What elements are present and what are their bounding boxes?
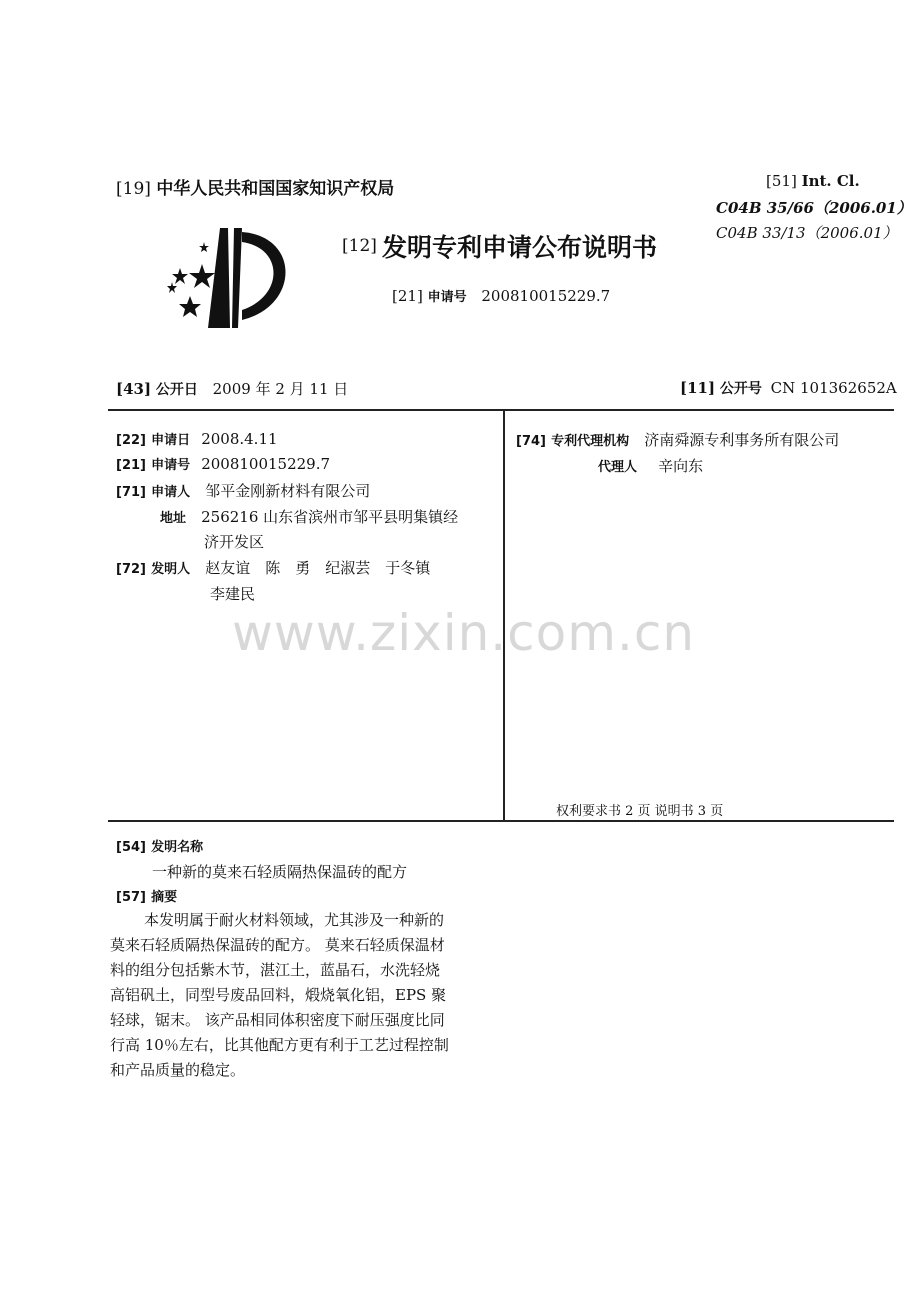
title-label: 发明名称 bbox=[151, 840, 204, 855]
code-43: [43] bbox=[116, 380, 152, 398]
agency: 济南舜源专利事务所有限公司 bbox=[644, 431, 840, 449]
pub-date-label: 公开日 bbox=[155, 382, 198, 398]
code-71: [71] bbox=[116, 485, 146, 500]
inventors-line-1: 赵友谊 陈 勇 纪淑芸 于冬镇 bbox=[205, 559, 431, 577]
code-74: [74] bbox=[516, 434, 546, 449]
address-label: 地址 bbox=[160, 511, 187, 526]
page-count: 权利要求书 2 页 说明书 3 页 bbox=[556, 804, 724, 819]
filing-date-label: 申请日 bbox=[151, 433, 191, 448]
abstract-heading bbox=[116, 886, 177, 905]
code-19: [19] bbox=[116, 179, 151, 199]
code-21-header: [21] bbox=[392, 287, 423, 305]
address-line-1: 256216 山东省滨州市邹平县明集镇经 bbox=[201, 508, 459, 526]
agency-row bbox=[516, 429, 839, 450]
app-no-label: 申请号 bbox=[151, 458, 191, 473]
address-line-2: 济开发区 bbox=[204, 533, 265, 551]
code-11: [11] bbox=[680, 379, 716, 397]
intcl-heading bbox=[766, 172, 860, 190]
intcl-label: Int. Cl. bbox=[801, 172, 860, 190]
office-name: 中华人民共和国国家知识产权局 bbox=[156, 179, 395, 199]
agent-label: 代理人 bbox=[598, 460, 638, 475]
app-no: 200810015229.7 bbox=[201, 455, 331, 473]
office-line bbox=[116, 174, 394, 199]
cnipa-emblem-icon bbox=[160, 224, 300, 334]
applicant-label: 申请人 bbox=[151, 485, 191, 500]
agency-label: 专利代理机构 bbox=[551, 434, 630, 449]
header-app-no-label: 申请号 bbox=[427, 290, 467, 305]
ipc-secondary: C04B 33/13（2006.01） bbox=[716, 224, 898, 242]
inventors-line-2: 李建民 bbox=[210, 585, 256, 603]
abstract-line: 本发明属于耐火材料领域，尤其涉及一种新的 bbox=[144, 911, 445, 929]
code-21: [21] bbox=[116, 458, 146, 473]
abstract-line: 和产品质量的稳定。 bbox=[110, 1061, 246, 1079]
code-57: [57] bbox=[116, 890, 146, 905]
doc-type-line bbox=[342, 228, 657, 264]
abstract-line: 高铝矾土，同型号废品回料，煅烧氧化铝，EPS 聚 bbox=[110, 986, 447, 1004]
abstract-line: 轻球，锯末。 该产品相同体积密度下耐压强度比同 bbox=[110, 1011, 445, 1029]
title-heading bbox=[116, 836, 203, 855]
pub-no-line bbox=[680, 378, 897, 398]
code-51: [51] bbox=[766, 172, 797, 190]
bottom-rule bbox=[108, 820, 894, 822]
header-app-no-line bbox=[392, 286, 610, 305]
code-54: [54] bbox=[116, 840, 146, 855]
filing-date-row bbox=[116, 429, 278, 448]
abstract-line: 莫来石轻质隔热保温砖的配方。 莫来石轻质保温材 bbox=[110, 936, 445, 954]
applicant: 邹平金刚新材料有限公司 bbox=[205, 482, 371, 500]
abstract-body bbox=[110, 908, 500, 1083]
pub-no-label: 公开号 bbox=[719, 381, 762, 397]
header-app-no: 200810015229.7 bbox=[481, 287, 611, 305]
top-rule bbox=[108, 409, 894, 411]
code-12: [12] bbox=[342, 236, 377, 256]
code-22: [22] bbox=[116, 433, 146, 448]
agent-row bbox=[598, 455, 703, 476]
app-no-row bbox=[116, 454, 330, 473]
code-72: [72] bbox=[116, 562, 146, 577]
abstract-line: 行高 10％左右，比其他配方更有利于工艺过程控制 bbox=[110, 1036, 449, 1054]
filing-date: 2008.4.11 bbox=[201, 430, 278, 448]
address-row bbox=[160, 506, 458, 527]
pub-date-line bbox=[116, 378, 348, 399]
invention-title: 一种新的莫来石轻质隔热保温砖的配方 bbox=[152, 863, 408, 881]
abstract-label: 摘要 bbox=[151, 890, 178, 905]
pub-no: CN 101362652A bbox=[770, 379, 897, 397]
inventor-row bbox=[116, 557, 430, 578]
ipc-primary: C04B 35/66（2006.01） bbox=[716, 199, 912, 217]
doc-type: 发明专利申请公布说明书 bbox=[382, 233, 658, 262]
inventor-label: 发明人 bbox=[151, 562, 191, 577]
pub-date: 2009 年 2 月 11 日 bbox=[212, 380, 349, 398]
watermark: www.zixin.com.cn bbox=[232, 604, 696, 662]
agent: 辛向东 bbox=[658, 457, 704, 475]
abstract-line: 料的组分包括紫木节，湛江土，蓝晶石，水洗轻烧 bbox=[110, 961, 441, 979]
applicant-row bbox=[116, 480, 370, 501]
